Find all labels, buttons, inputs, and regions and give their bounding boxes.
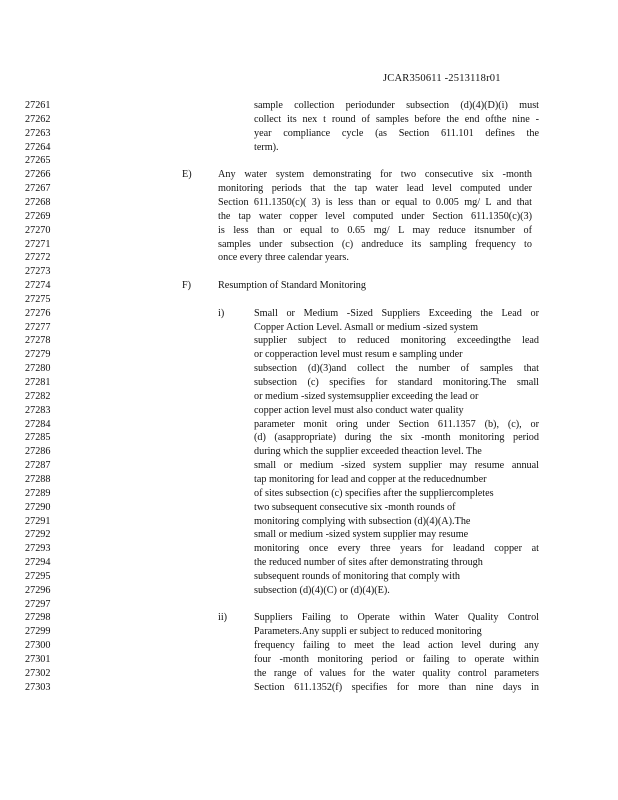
document-line	[0, 348, 618, 362]
document-line	[0, 681, 618, 695]
document-line	[0, 238, 618, 252]
line-text: term).	[254, 141, 279, 153]
line-number: 27283	[25, 404, 51, 416]
line-number: 27298	[25, 612, 51, 624]
list-marker: ii)	[218, 612, 228, 624]
document-line	[0, 625, 618, 639]
document-line	[0, 293, 618, 307]
line-text: copper action level must also conduct water quality	[254, 404, 464, 416]
line-number: 27276	[25, 307, 51, 319]
document-line	[0, 210, 618, 224]
line-number: 27285	[25, 432, 51, 444]
document-line	[0, 542, 618, 556]
line-text: Small or Medium -Sized Suppliers Exceeding the Lead or	[254, 307, 539, 319]
document-line	[0, 251, 618, 265]
line-text: four -month monitoring period or failing to operate within	[254, 654, 539, 665]
document-line	[0, 667, 618, 681]
document-line	[0, 515, 618, 529]
list-marker: i)	[218, 307, 225, 319]
document-line	[0, 445, 618, 459]
line-number: 27293	[25, 543, 51, 555]
line-text: parameter monit oring under Section 611.1357 (b), (c), or	[254, 418, 539, 430]
line-number: 27294	[25, 557, 51, 569]
line-text: Parameters.Any suppli er subject to reduced monitoring	[254, 626, 482, 638]
line-number: 27267	[25, 183, 51, 195]
document-line	[0, 279, 618, 293]
document-line	[0, 334, 618, 348]
line-text: small or medium -sized system supplier may resume annual	[254, 460, 539, 472]
line-text: or copperaction level must resum e sampling under	[254, 349, 463, 361]
line-number: 27289	[25, 487, 51, 499]
document-line	[0, 224, 618, 238]
line-number: 27266	[25, 169, 51, 181]
document-line	[0, 556, 618, 570]
document-line	[0, 154, 618, 168]
document-line	[0, 611, 618, 625]
line-text: Suppliers Failing to Operate within Water Quality Control	[254, 612, 539, 624]
line-number: 27288	[25, 473, 51, 485]
line-number: 27275	[25, 293, 51, 305]
line-number: 27302	[25, 667, 51, 679]
list-marker: E)	[182, 169, 192, 181]
line-text: supplier subject to reduced monitoring exceedingthe lead	[254, 335, 539, 347]
document-line	[0, 321, 618, 335]
line-text: or medium -sized systemsupplier exceeding the lead or	[254, 390, 479, 402]
line-number: 27299	[25, 626, 51, 638]
line-number: 27278	[25, 335, 51, 347]
line-text: is less than or equal to 0.65 mg/ L may reduce itsnumber of	[218, 224, 532, 236]
line-text: subsection (d)(3)and collect the number of samples that	[254, 363, 539, 375]
line-number: 27281	[25, 377, 51, 388]
line-text: the tap water copper level computed under Section 611.1350(c)(3)	[218, 210, 532, 222]
line-number: 27270	[25, 224, 51, 236]
line-text: samples under subsection (c) andreduce its sampling frequency to	[218, 238, 532, 250]
document-line	[0, 639, 618, 653]
document-header-id: JCAR350611 -2513118r01	[383, 73, 501, 84]
line-number: 27297	[25, 598, 51, 610]
document-line	[0, 501, 618, 515]
line-number: 27261	[25, 100, 51, 111]
document-line	[0, 404, 618, 418]
line-number: 27263	[25, 127, 51, 139]
line-text: monitoring periods that the tap water lead level computed under	[218, 183, 532, 195]
line-number: 27268	[25, 196, 51, 208]
document-line	[0, 307, 618, 321]
line-text: Copper Action Level. Asmall or medium -sized system	[254, 321, 479, 333]
line-number: 27265	[25, 155, 51, 167]
document-line	[0, 168, 618, 182]
line-number: 27296	[25, 584, 51, 596]
document-line	[0, 196, 618, 210]
line-text: Resumption of Standard Monitoring	[218, 280, 366, 292]
document-line	[0, 99, 618, 113]
line-number: 27300	[25, 640, 51, 652]
line-number: 27286	[25, 446, 51, 458]
document-line	[0, 390, 618, 404]
line-number: 27262	[25, 113, 51, 125]
line-number: 27271	[25, 238, 51, 250]
line-text: small or medium -sized system supplier may resume	[254, 529, 469, 541]
line-text: the range of values for the water quality control parameters	[254, 667, 539, 679]
document-line	[0, 376, 618, 390]
line-number: 27292	[25, 529, 51, 541]
document-line	[0, 418, 618, 432]
document-line	[0, 598, 618, 612]
line-text: sample collection periodunder subsection (d)(4)(D)(i) must	[254, 100, 539, 111]
document-line	[0, 473, 618, 487]
line-number: 27282	[25, 390, 51, 402]
line-text: of sites subsection (c) specifies after the suppliercompletes	[254, 487, 494, 499]
document-line	[0, 265, 618, 279]
line-text: year compliance cycle (as Section 611.101 defines the	[254, 127, 539, 139]
document-line	[0, 653, 618, 667]
line-text: Any water system demonstrating for two consecutive six -month	[218, 169, 532, 181]
line-number: 27277	[25, 321, 51, 333]
line-text: two subsequent consecutive six -month rounds of	[254, 501, 456, 513]
line-number: 27303	[25, 681, 51, 693]
line-number: 27287	[25, 460, 51, 472]
line-text: tap monitoring for lead and copper at the reducednumber	[254, 473, 487, 485]
document-line	[0, 584, 618, 598]
line-text: subsection (c) specifies for standard monitoring.The small	[254, 377, 539, 388]
line-number: 27291	[25, 515, 51, 527]
document-line	[0, 127, 618, 141]
line-number: 27301	[25, 654, 51, 665]
line-text: Section 611.1350(c)( 3) is less than or equal to 0.005 mg/ L and that	[218, 196, 532, 208]
document-line	[0, 487, 618, 501]
document-line	[0, 362, 618, 376]
document-line	[0, 431, 618, 445]
line-number: 27295	[25, 570, 51, 582]
line-number: 27290	[25, 501, 51, 513]
document-line	[0, 570, 618, 584]
document-line	[0, 182, 618, 196]
line-text: monitoring complying with subsection (d)(4)(A).The	[254, 515, 471, 527]
line-text: monitoring once every three years for leadand copper at	[254, 543, 539, 555]
line-text: frequency failing to meet the lead action level during any	[254, 640, 539, 652]
document-line	[0, 459, 618, 473]
line-number: 27274	[25, 280, 51, 292]
line-number: 27273	[25, 266, 51, 278]
line-text: collect its nex t round of samples before the end ofthe nine -	[254, 113, 539, 125]
line-text: once every three calendar years.	[218, 252, 349, 264]
list-marker: F)	[182, 280, 192, 292]
line-text: the reduced number of sites after demonstrating through	[254, 557, 483, 569]
line-text: (d) (asappropriate) during the six -month monitoring period	[254, 432, 539, 444]
line-text: subsection (d)(4)(C) or (d)(4)(E).	[254, 584, 390, 596]
line-number: 27284	[25, 418, 51, 430]
line-number: 27272	[25, 252, 51, 264]
document-line	[0, 528, 618, 542]
line-number: 27279	[25, 349, 51, 361]
line-number: 27264	[25, 141, 51, 153]
line-number: 27280	[25, 363, 51, 375]
line-text: during which the supplier exceeded theaction level. The	[254, 446, 482, 458]
document-line	[0, 113, 618, 127]
line-number: 27269	[25, 210, 51, 222]
document-line	[0, 141, 618, 155]
line-text: subsequent rounds of monitoring that comply with	[254, 570, 460, 582]
line-text: Section 611.1352(f) specifies for more than nine days in	[254, 681, 539, 693]
